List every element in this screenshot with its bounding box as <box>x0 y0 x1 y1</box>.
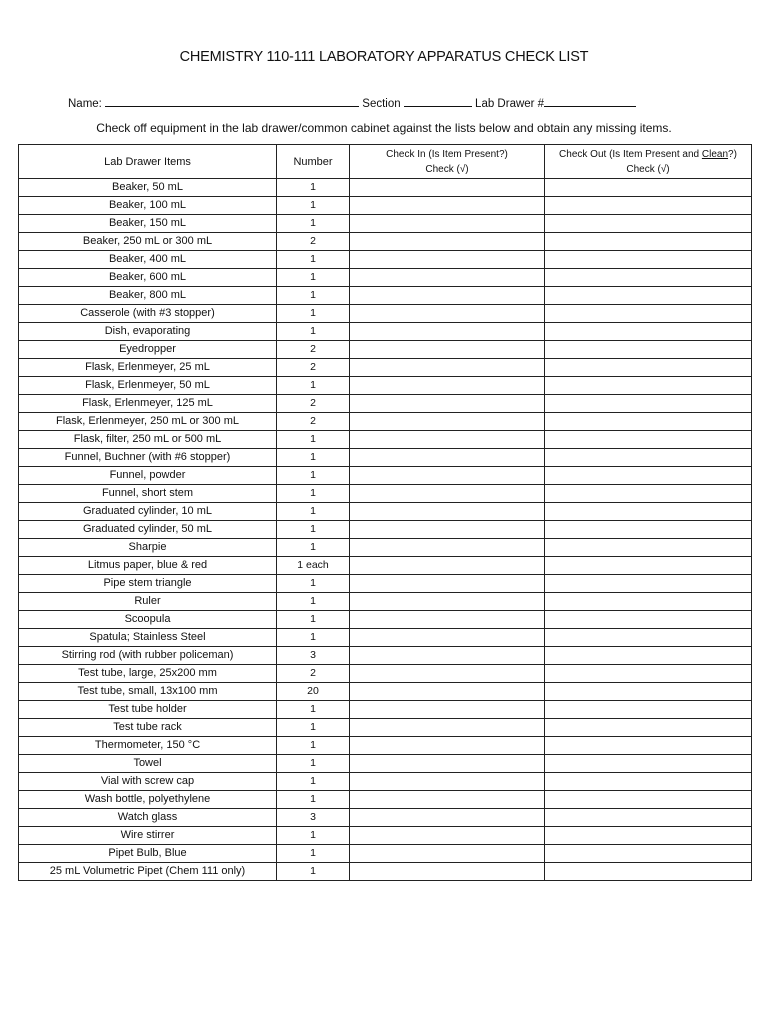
check-out-cell[interactable] <box>545 215 752 233</box>
check-in-cell[interactable] <box>350 719 545 737</box>
number-cell: 1 <box>277 467 350 485</box>
number-cell: 2 <box>277 233 350 251</box>
number-cell: 1 <box>277 521 350 539</box>
number-cell: 1 <box>277 575 350 593</box>
check-out-cell[interactable] <box>545 593 752 611</box>
check-in-cell[interactable] <box>350 359 545 377</box>
check-out-cell[interactable] <box>545 737 752 755</box>
check-in-cell[interactable] <box>350 251 545 269</box>
item-cell: Flask, Erlenmeyer, 250 mL or 300 mL <box>19 413 277 431</box>
check-in-cell[interactable] <box>350 791 545 809</box>
number-cell: 2 <box>277 395 350 413</box>
check-out-cell[interactable] <box>545 305 752 323</box>
table-row <box>19 755 752 773</box>
table-row <box>19 539 752 557</box>
check-out-cell[interactable] <box>545 809 752 827</box>
name-field[interactable] <box>105 95 359 107</box>
item-cell: Beaker, 400 mL <box>19 251 277 269</box>
check-in-cell[interactable] <box>350 863 545 881</box>
check-in-cell[interactable] <box>350 755 545 773</box>
check-out-cell[interactable] <box>545 683 752 701</box>
check-in-cell[interactable] <box>350 629 545 647</box>
number-cell: 2 <box>277 665 350 683</box>
name-label: Name: <box>68 98 102 110</box>
table-row <box>19 683 752 701</box>
number-cell: 2 <box>277 359 350 377</box>
header-check-in: Check In (Is Item Present?) Check (√) <box>350 145 545 179</box>
check-out-cell[interactable] <box>545 845 752 863</box>
check-out-cell[interactable] <box>545 431 752 449</box>
table-row <box>19 863 752 881</box>
item-cell: Beaker, 250 mL or 300 mL <box>19 233 277 251</box>
table-row <box>19 287 752 305</box>
table-row <box>19 575 752 593</box>
table-row <box>19 809 752 827</box>
check-in-cell[interactable] <box>350 341 545 359</box>
number-cell: 1 <box>277 593 350 611</box>
check-in-cell[interactable] <box>350 557 545 575</box>
item-cell: 25 mL Volumetric Pipet (Chem 111 only) <box>19 863 277 881</box>
table-row <box>19 647 752 665</box>
check-out-cell[interactable] <box>545 179 752 197</box>
table-row <box>19 233 752 251</box>
check-out-cell[interactable] <box>545 521 752 539</box>
table-row <box>19 719 752 737</box>
header-item: Lab Drawer Items <box>19 145 277 179</box>
table-row <box>19 701 752 719</box>
check-out-cell[interactable] <box>545 863 752 881</box>
check-in-cell[interactable] <box>350 287 545 305</box>
item-cell: Beaker, 800 mL <box>19 287 277 305</box>
check-out-cell[interactable] <box>545 395 752 413</box>
item-cell: Ruler <box>19 593 277 611</box>
item-cell: Dish, evaporating <box>19 323 277 341</box>
check-out-cell[interactable] <box>545 485 752 503</box>
number-cell: 3 <box>277 647 350 665</box>
item-cell: Towel <box>19 755 277 773</box>
number-cell: 1 <box>277 431 350 449</box>
table-row <box>19 611 752 629</box>
table-header-row <box>19 145 752 179</box>
item-cell: Pipe stem triangle <box>19 575 277 593</box>
check-in-cell[interactable] <box>350 521 545 539</box>
number-cell: 1 <box>277 701 350 719</box>
number-cell: 1 <box>277 845 350 863</box>
table-row <box>19 845 752 863</box>
table-row <box>19 377 752 395</box>
number-cell: 1 <box>277 611 350 629</box>
check-in-cell[interactable] <box>350 413 545 431</box>
check-in-cell[interactable] <box>350 485 545 503</box>
number-cell: 1 <box>277 755 350 773</box>
check-in-cell[interactable] <box>350 431 545 449</box>
check-out-cell[interactable] <box>545 359 752 377</box>
number-cell: 1 <box>277 791 350 809</box>
item-cell: Vial with screw cap <box>19 773 277 791</box>
check-out-cell[interactable] <box>545 377 752 395</box>
item-cell: Casserole (with #3 stopper) <box>19 305 277 323</box>
check-out-cell[interactable] <box>545 575 752 593</box>
check-out-cell[interactable] <box>545 503 752 521</box>
number-cell: 1 <box>277 215 350 233</box>
student-info-line <box>68 95 636 110</box>
item-cell: Graduated cylinder, 50 mL <box>19 521 277 539</box>
item-cell: Test tube holder <box>19 701 277 719</box>
number-cell: 1 <box>277 485 350 503</box>
item-cell: Litmus paper, blue & red <box>19 557 277 575</box>
check-in-cell[interactable] <box>350 197 545 215</box>
item-cell: Flask, Erlenmeyer, 25 mL <box>19 359 277 377</box>
item-cell: Watch glass <box>19 809 277 827</box>
number-cell: 1 <box>277 503 350 521</box>
item-cell: Beaker, 50 mL <box>19 179 277 197</box>
number-cell: 1 <box>277 197 350 215</box>
table-row <box>19 197 752 215</box>
check-out-cell[interactable] <box>545 341 752 359</box>
item-cell: Flask, filter, 250 mL or 500 mL <box>19 431 277 449</box>
check-out-cell[interactable] <box>545 467 752 485</box>
check-out-cell[interactable] <box>545 269 752 287</box>
check-in-cell[interactable] <box>350 593 545 611</box>
check-in-cell[interactable] <box>350 179 545 197</box>
check-in-cell[interactable] <box>350 323 545 341</box>
check-out-cell[interactable] <box>545 233 752 251</box>
table-row <box>19 467 752 485</box>
check-in-cell[interactable] <box>350 647 545 665</box>
check-in-cell[interactable] <box>350 215 545 233</box>
check-in-cell[interactable] <box>350 683 545 701</box>
item-cell: Spatula; Stainless Steel <box>19 629 277 647</box>
item-cell: Stirring rod (with rubber policeman) <box>19 647 277 665</box>
table-row <box>19 503 752 521</box>
check-in-cell[interactable] <box>350 467 545 485</box>
check-out-cell[interactable] <box>545 539 752 557</box>
check-out-cell[interactable] <box>545 557 752 575</box>
check-in-cell[interactable] <box>350 395 545 413</box>
item-cell: Funnel, powder <box>19 467 277 485</box>
check-out-cell[interactable] <box>545 629 752 647</box>
table-row <box>19 341 752 359</box>
number-cell: 1 <box>277 323 350 341</box>
check-in-cell[interactable] <box>350 611 545 629</box>
check-out-cell[interactable] <box>545 755 752 773</box>
item-cell: Pipet Bulb, Blue <box>19 845 277 863</box>
check-out-cell[interactable] <box>545 413 752 431</box>
check-out-cell[interactable] <box>545 449 752 467</box>
table-row <box>19 629 752 647</box>
check-out-cell[interactable] <box>545 197 752 215</box>
table-row <box>19 269 752 287</box>
table-row <box>19 359 752 377</box>
item-cell: Graduated cylinder, 10 mL <box>19 503 277 521</box>
lab-drawer-label: Lab Drawer # <box>475 98 545 110</box>
item-cell: Scoopula <box>19 611 277 629</box>
table-row <box>19 179 752 197</box>
check-out-cell[interactable] <box>545 611 752 629</box>
check-in-cell[interactable] <box>350 269 545 287</box>
table-row <box>19 737 752 755</box>
item-cell: Wash bottle, polyethylene <box>19 791 277 809</box>
check-in-cell[interactable] <box>350 539 545 557</box>
section-field[interactable] <box>404 95 472 107</box>
table-row <box>19 827 752 845</box>
item-cell: Wire stirrer <box>19 827 277 845</box>
item-cell: Eyedropper <box>19 341 277 359</box>
check-in-cell[interactable] <box>350 809 545 827</box>
item-cell: Test tube, small, 13x100 mm <box>19 683 277 701</box>
check-in-cell[interactable] <box>350 575 545 593</box>
number-cell: 1 <box>277 377 350 395</box>
check-in-cell[interactable] <box>350 305 545 323</box>
number-cell: 1 <box>277 251 350 269</box>
check-in-cell[interactable] <box>350 503 545 521</box>
check-in-cell[interactable] <box>350 449 545 467</box>
page-title: CHEMISTRY 110-111 LABORATORY APPARATUS CHECK LIST <box>179 49 589 65</box>
item-cell: Beaker, 150 mL <box>19 215 277 233</box>
lab-drawer-field[interactable] <box>544 95 636 107</box>
section-label: Section <box>362 98 401 110</box>
item-cell: Beaker, 100 mL <box>19 197 277 215</box>
table-row <box>19 413 752 431</box>
number-cell: 1 <box>277 269 350 287</box>
number-cell: 1 <box>277 287 350 305</box>
check-in-cell[interactable] <box>350 737 545 755</box>
table-row <box>19 251 752 269</box>
number-cell: 20 <box>277 683 350 701</box>
table-row <box>19 593 752 611</box>
table-row <box>19 305 752 323</box>
item-cell: Funnel, short stem <box>19 485 277 503</box>
number-cell: 3 <box>277 809 350 827</box>
check-out-cell[interactable] <box>545 773 752 791</box>
table-row <box>19 323 752 341</box>
number-cell: 1 <box>277 629 350 647</box>
check-out-cell[interactable] <box>545 719 752 737</box>
table-row <box>19 791 752 809</box>
check-out-cell[interactable] <box>545 647 752 665</box>
check-in-cell[interactable] <box>350 233 545 251</box>
check-in-cell[interactable] <box>350 827 545 845</box>
table-row <box>19 485 752 503</box>
item-cell: Test tube, large, 25x200 mm <box>19 665 277 683</box>
item-cell: Flask, Erlenmeyer, 50 mL <box>19 377 277 395</box>
table-row <box>19 431 752 449</box>
check-in-cell[interactable] <box>350 701 545 719</box>
item-cell: Thermometer, 150 °C <box>19 737 277 755</box>
check-in-cell[interactable] <box>350 377 545 395</box>
check-out-cell[interactable] <box>545 251 752 269</box>
number-cell: 2 <box>277 413 350 431</box>
apparatus-table <box>18 144 752 881</box>
number-cell: 1 <box>277 737 350 755</box>
table-row <box>19 395 752 413</box>
check-in-cell[interactable] <box>350 773 545 791</box>
header-check-out: Check Out (Is Item Present and Clean?) Check (√) <box>545 145 752 179</box>
check-in-cell[interactable] <box>350 665 545 683</box>
check-out-cell[interactable] <box>545 827 752 845</box>
number-cell: 1 <box>277 719 350 737</box>
item-cell: Funnel, Buchner (with #6 stopper) <box>19 449 277 467</box>
table-row <box>19 557 752 575</box>
header-number: Number <box>277 145 350 179</box>
number-cell: 1 each <box>277 557 350 575</box>
instructions: Check off equipment in the lab drawer/common cabinet against the lists below and obtain any missing items. <box>96 121 672 135</box>
number-cell: 1 <box>277 305 350 323</box>
item-cell: Beaker, 600 mL <box>19 269 277 287</box>
table-row <box>19 773 752 791</box>
number-cell: 1 <box>277 449 350 467</box>
table-row <box>19 215 752 233</box>
number-cell: 1 <box>277 863 350 881</box>
item-cell: Test tube rack <box>19 719 277 737</box>
table-row <box>19 521 752 539</box>
number-cell: 1 <box>277 539 350 557</box>
check-out-cell[interactable] <box>545 791 752 809</box>
number-cell: 2 <box>277 341 350 359</box>
check-out-cell[interactable] <box>545 323 752 341</box>
number-cell: 1 <box>277 773 350 791</box>
table-row <box>19 449 752 467</box>
check-out-cell[interactable] <box>545 665 752 683</box>
item-cell: Flask, Erlenmeyer, 125 mL <box>19 395 277 413</box>
check-out-cell[interactable] <box>545 287 752 305</box>
table-row <box>19 665 752 683</box>
number-cell: 1 <box>277 827 350 845</box>
check-in-cell[interactable] <box>350 845 545 863</box>
number-cell: 1 <box>277 179 350 197</box>
item-cell: Sharpie <box>19 539 277 557</box>
check-out-cell[interactable] <box>545 701 752 719</box>
